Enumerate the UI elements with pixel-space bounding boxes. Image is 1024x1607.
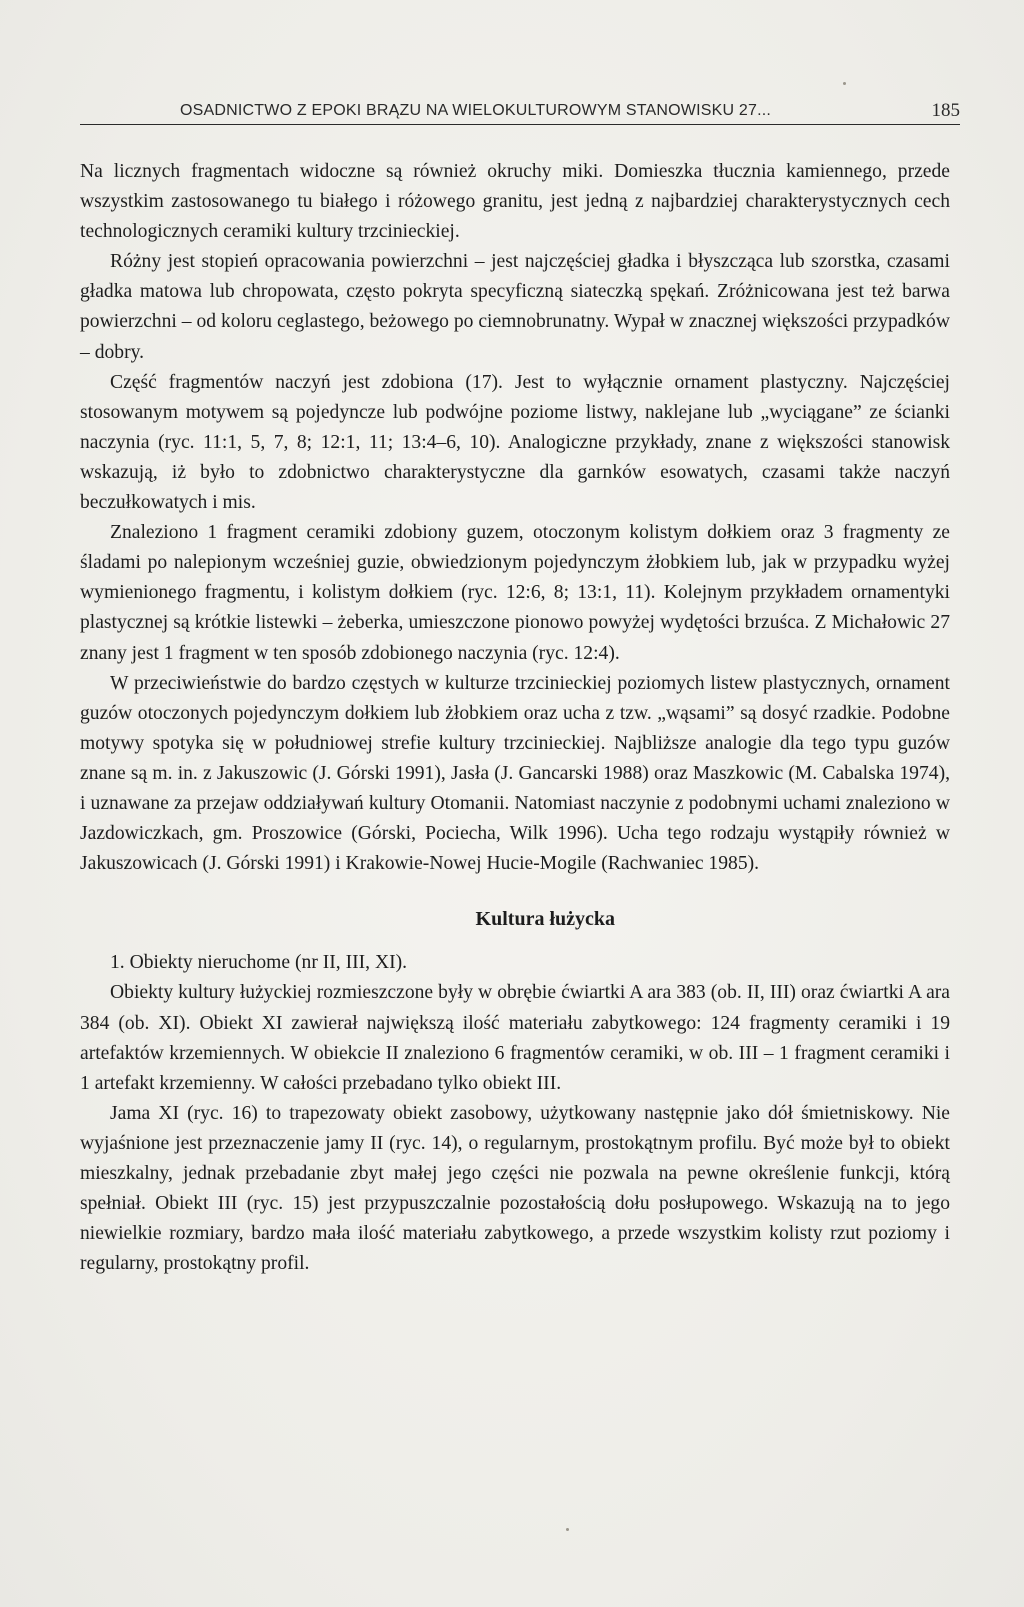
body-text xyxy=(80,157,950,1279)
page-number: 185 xyxy=(931,100,960,121)
paragraph: Obiekty kultury łużyckiej rozmieszczone były w obrębie ćwiartki A ara 383 (ob. II, III) oraz ćwiartki A ara 384 (ob. XI). Obiekt XI zawierał największą ilość materiału zabytkowego: 124 fragmenty ceramiki i 19 artefaktów krzemiennych. W obiekcie II znaleziono 6 fragmentów ceramiki, w ob. III – 1 fragment ceramiki i 1 artefakt krzemienny. W całości przebadano tylko obiekt III. xyxy=(80,982,950,1094)
paper-speck xyxy=(566,1528,569,1531)
paragraph: Część fragmentów naczyń jest zdobiona (17). Jest to wyłącznie ornament plastyczny. Najczęściej stosowanym motywem są pojedyncze lub podwójne poziome listwy, naklejane lub „wyciągane” ze ścianki naczynia (ryc. 11:1, 5, 7, 8; 12:1, 11; 13:4–6, 10). Analogiczne przykłady, znane z większości stanowisk wskazują, iż było to zdobnictwo charakterystyczne dla garnków esowatych, czasami także naczyń beczułkowatych i mis. xyxy=(80,371,950,514)
paragraph: Jama XI (ryc. 16) to trapezowaty obiekt zasobowy, użytkowany następnie jako dół śmietniskowy. Nie wyjaśnione jest przeznaczenie jamy II (ryc. 14), o regularnym, prostokątnym profilu. Być może był to obiekt mieszkalny, jednak przebadanie zbyt małej jego części nie pozwala na pewne określenie funkcji, którą spełniał. Obiekt III (ryc. 15) jest przypuszczalnie pozostałością dołu posłupowego. Wskazują na to jego niewielkie rozmiary, bardzo mała ilość materiału zabytkowego, a przede wszystkim kolisty rzut poziomy i regularny, prostokątny profil. xyxy=(80,1102,950,1275)
paragraph: Na licznych fragmentach widoczne są również okruchy miki. Domieszka tłucznia kamiennego, przede wszystkim zastosowanego tu białego i różowego granitu, jest jedną z najbardziej charakterystycznych cech technologicznych ceramiki kultury trzcinieckiej. xyxy=(80,161,950,243)
section-heading: Kultura łużycka xyxy=(475,908,615,931)
paragraph: W przeciwieństwie do bardzo częstych w kulturze trzcinieckiej poziomych listew plastycznych, ornament guzów otoczonych pojedynczym dołkiem lub żłobkiem oraz ucha z tzw. „wąsami” są dosyć rzadkie. Podobne motywy spotyka się w południowej strefie kultury trzcinieckiej. Najbliższe analogie dla tego typu guzów znane są m. in. z Jakuszowic (J. Górski 1991), Jasła (J. Gancarski 1988) oraz Maszkowic (M. Cabalska 1974), i uznawane za przejaw oddziaływań kultury Otomanii. Natomiast naczynie z podobnymi uchami znaleziono w Jazdowiczkach, gm. Proszowice (Górski, Pociecha, Wilk 1996). Ucha tego rodzaju wystąpiły również w Jakuszowicach (J. Górski 1991) i Krakowie-Nowej Hucie-Mogile (Rachwaniec 1985). xyxy=(80,672,950,875)
list-item: 1. Obiekty nieruchome (nr II, III, XI). xyxy=(110,952,408,974)
paper-speck xyxy=(843,82,846,85)
paragraph: Znaleziono 1 fragment ceramiki zdobiony guzem, otoczonym kolistym dołkiem oraz 3 fragmenty ze śladami po nalepionym wcześniej guzie, obwiedzionym pojedynczym żłobkiem lub, jak w przypadku wyżej wymienionego fragmentu, i kolistym dołkiem (ryc. 12:6, 8; 13:1, 11). Kolejnym przykładem ornamentyki plastycznej są krótkie listewki – żeberka, umieszczone pionowo powyżej wydętości brzuśca. Z Michałowic 27 znany jest 1 fragment w ten sposób zdobionego naczynia (ryc. 12:4). xyxy=(80,522,950,664)
paragraph: Różny jest stopień opracowania powierzchni – jest najczęściej gładka i błyszcząca lub szorstka, czasami gładka matowa lub chropowata, często pokryta specyficzną siateczką spękań. Zróżnicowana jest też barwa powierzchni – od koloru ceglastego, beżowego po ciemnobrunatny. Wypał w znacznej większości przypadków – dobry. xyxy=(80,251,950,363)
running-header xyxy=(80,100,960,125)
running-title: OSADNICTWO Z EPOKI BRĄZU NA WIELOKULTUROWYM STANOWISKU 27... xyxy=(180,102,772,119)
